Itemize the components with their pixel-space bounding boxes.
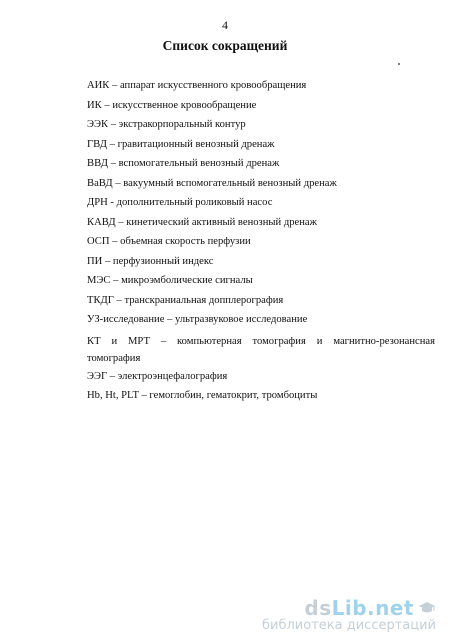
list-item xyxy=(87,389,435,403)
separator: – xyxy=(138,390,150,401)
list-item xyxy=(87,274,435,288)
page-number: 4 xyxy=(222,18,228,32)
list-item xyxy=(87,157,435,171)
abbreviation-list xyxy=(87,79,435,409)
watermark-logo xyxy=(304,596,414,620)
abbreviation-definition: ультразвуковое исследование xyxy=(175,314,308,325)
abbreviation-definition: экстракорпоральный контур xyxy=(118,119,246,130)
separator: – xyxy=(101,99,113,111)
separator: – xyxy=(107,158,119,169)
page-title: Список сокращений xyxy=(162,38,288,53)
abbreviation-definition: гемоглобин, гематокрит, тромбоциты xyxy=(149,390,318,401)
abbreviation-definition: вакуумный вспомогательный венозный дренаж xyxy=(123,177,337,189)
separator: – xyxy=(107,138,118,150)
abbreviation-definition: объемная скорость перфузии xyxy=(120,236,251,247)
list-item xyxy=(87,118,435,132)
abbreviation-term: ДРН xyxy=(87,197,108,208)
abbreviation-term: ИК xyxy=(87,99,102,111)
separator: – xyxy=(108,119,119,130)
list-item xyxy=(87,333,435,367)
list-item xyxy=(87,216,435,230)
separator: - xyxy=(107,197,117,208)
separator: – xyxy=(110,275,122,286)
abbreviation-term: ГВД xyxy=(87,138,108,150)
list-item xyxy=(87,235,435,249)
abbreviation-term: ЭЭК xyxy=(87,119,109,130)
separator: – xyxy=(115,216,127,228)
list-item xyxy=(87,294,435,308)
list-item xyxy=(87,99,435,113)
abbreviation-term: КТ и МРТ xyxy=(87,335,150,347)
abbreviation-definition: перфузионный индекс xyxy=(112,255,214,267)
list-item xyxy=(87,313,435,327)
separator: – xyxy=(164,314,176,325)
list-item xyxy=(87,177,435,191)
watermark[interactable] xyxy=(262,596,436,633)
separator: – xyxy=(109,80,120,91)
graduation-cap-icon xyxy=(418,601,436,615)
abbreviation-definition: компьютерная томография и магнитно-резонансная томография xyxy=(87,335,435,364)
abbreviation-term: ПИ xyxy=(87,255,103,267)
abbreviation-term: ВаВД xyxy=(87,177,113,189)
abbreviation-definition: кинетический активный венозный дренаж xyxy=(126,216,317,228)
list-item xyxy=(87,196,435,210)
separator: – xyxy=(109,236,121,247)
abbreviation-definition: микроэмболические сигналы xyxy=(121,275,253,286)
separator: – xyxy=(112,177,124,189)
abbreviation-definition: дополнительный роликовый насос xyxy=(116,197,273,208)
watermark-subtitle: библиотека диссертаций xyxy=(262,618,436,633)
abbreviation-term: КАВД xyxy=(87,216,116,228)
abbreviation-definition: гравитационный венозный дренаж xyxy=(117,138,275,150)
list-item xyxy=(87,370,435,384)
abbreviation-term: ОСП xyxy=(87,236,110,247)
stray-mark xyxy=(398,63,400,65)
abbreviation-definition: аппарат искусственного кровообращения xyxy=(119,80,307,91)
watermark-logo-suffix: Lib.net xyxy=(331,596,414,620)
list-item xyxy=(87,255,435,269)
separator: – xyxy=(107,370,118,382)
watermark-logo-prefix: ds xyxy=(304,596,332,620)
separator: – xyxy=(149,335,178,347)
abbreviation-term: Hb, Ht, PLT xyxy=(87,390,139,401)
abbreviation-definition: искусственное кровообращение xyxy=(112,99,257,111)
watermark-brand xyxy=(262,596,436,620)
abbreviation-definition: транскраниальная допплерография xyxy=(124,294,284,306)
separator: – xyxy=(113,294,125,306)
abbreviation-term: ТКДГ xyxy=(87,294,114,306)
abbreviation-definition: вспомогательный венозный дренаж xyxy=(118,158,280,169)
abbreviation-term: УЗ-исследование xyxy=(87,314,165,325)
abbreviation-term: МЭС xyxy=(87,275,111,286)
separator: – xyxy=(102,255,113,267)
abbreviation-definition: электроэнцефалография xyxy=(117,370,228,382)
list-item xyxy=(87,138,435,152)
abbreviation-term: ВВД xyxy=(87,158,108,169)
abbreviation-term: АИК xyxy=(87,80,110,91)
list-item xyxy=(87,79,435,93)
abbreviation-term: ЭЭГ xyxy=(87,370,108,382)
